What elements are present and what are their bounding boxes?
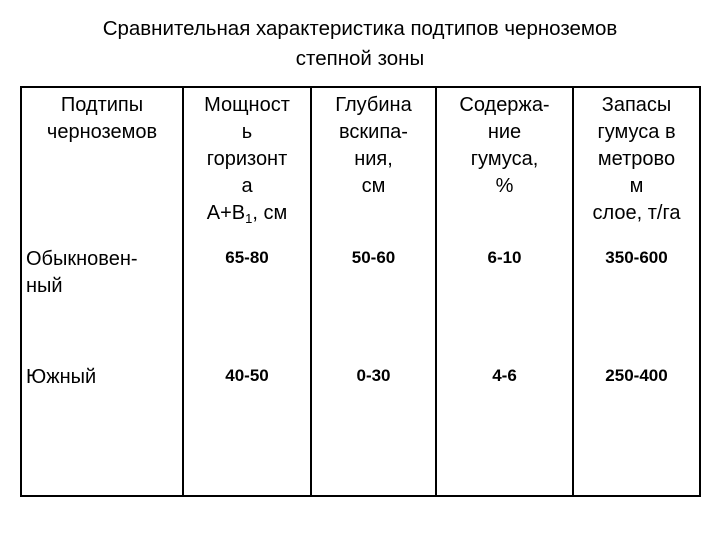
table-cell-depth: 50-60 — [351, 248, 396, 267]
header-humus-stock: Запасы гумуса в метрово м слое, т/га — [592, 94, 681, 224]
table-cell-stock: 350-600 — [605, 248, 668, 267]
title-line-1: Сравнительная характеристика подтипов черноземов — [102, 17, 618, 40]
table-border-right — [699, 86, 701, 497]
table-row-name: Обыкновен- ный — [26, 248, 138, 297]
title-line-2: степной зоны — [295, 47, 425, 70]
slide-title — [0, 14, 720, 74]
comparison-table — [20, 86, 701, 497]
header-subtype: Подтипы черноземов — [46, 94, 158, 143]
table-cell-humus: 6-10 — [487, 248, 522, 267]
table-row-name: Южный — [26, 366, 97, 388]
table-cell-thickness: 40-50 — [225, 366, 269, 385]
header-thickness: Мощност ь горизонт а $А+В_1$, см — [204, 94, 290, 226]
header-humus-content: Содержа- ние гумуса, % — [459, 94, 550, 197]
table-border-top — [20, 86, 701, 88]
table-cell-humus: 4-6 — [492, 366, 517, 385]
table-border-left — [20, 86, 22, 497]
header-effervescence-depth: Глубина вскипа- ния, см — [335, 94, 412, 197]
table-cell-depth: 0-30 — [356, 366, 391, 385]
table-cell-thickness: 65-80 — [225, 248, 269, 267]
table-cell-stock: 250-400 — [605, 366, 668, 385]
table-border-bottom — [20, 495, 701, 497]
